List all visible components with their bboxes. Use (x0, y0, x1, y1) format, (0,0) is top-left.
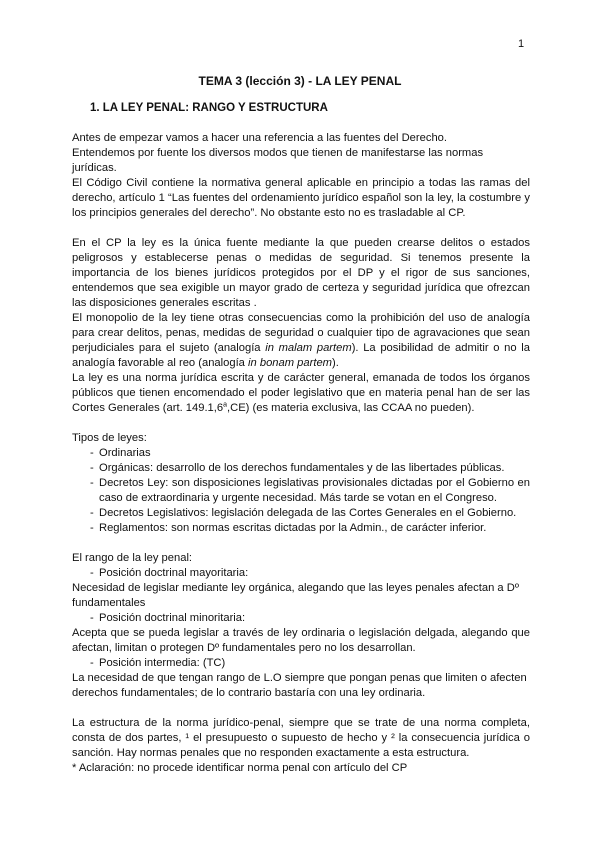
list-item: - Orgánicas: desarrollo de los derechos fundamentales y de las libertades públicas. (72, 461, 530, 476)
paragraph-intro-3: El Código Civil contiene la normativa general aplicable en principio a todas las ramas del derecho, artículo 1 “Las fuentes del ordenamiento jurídico español son la ley, la costumbre y los principios generales del derecho”. No obstante esto no es trasladable al CP. (72, 177, 530, 219)
italic-in-bonam-partem: in bonam partem (248, 357, 332, 369)
list-item: - Decretos Legislativos: legislación delegada de las Cortes Generales en el Gobierno. (72, 506, 530, 521)
section-heading: 1. LA LEY PENAL: RANGO Y ESTRUCTURA (90, 102, 328, 114)
italic-in-malam-partem: in malam partem (265, 342, 352, 354)
document-title: TEMA 3 (lección 3) - LA LEY PENAL (198, 74, 402, 88)
paragraph-estructura: La estructura de la norma jurídico-penal, siempre que se trate de una norma completa, consta de dos partes, ¹ el presupuesto o supuesto de hecho y ² la consecuencia jurídica o sanción. Hay normas penales que no responden exactamente a esta estructura. (72, 717, 530, 759)
rango-text-minoritaria: Acepta que se pueda legislar a través de ley ordinaria o legislación delgada, alegando que afectan, limitan o protegen Dº fundamentales pero no los desarrollan. (72, 627, 530, 654)
list-item: - Ordinarias (72, 446, 530, 461)
paragraph-ley-norma: La ley es una norma jurídica escrita y de carácter general, emanada de todos los órganos públicos que tienen encomendado el poder legislativo que en materia penal han de ser las Cortes Generales (art. 149.1,6$^a$,CE) (es materia exclusiva, las CCAA no pueden). (72, 372, 530, 414)
tipos-heading: Tipos de leyes: (72, 432, 147, 444)
rango-heading: El rango de la ley penal: (72, 552, 193, 564)
rango-label-intermedia: - Posición intermedia: (TC) (72, 656, 530, 671)
paragraph-ley-fuente: En el CP la ley es la única fuente mediante la que pueden crearse delitos o estados peligrosos y establecerse penas o medidas de seguridad. Si tenemos presente la importancia de los bienes jurídicos protegidos por el DP y el rigor de sus sanciones, entendemos que sea exigible un mayor grado de certeza y seguridad jurídica que ofrezcan las disposiciones generales escritas . (72, 237, 530, 309)
tipos-list (72, 446, 530, 536)
paragraph-intro-2: Entendemos por fuente los diversos modos que tienen de manifestarse las normas jurídicas. (72, 147, 484, 174)
note-aclaracion: * Aclaración: no procede identificar norma penal con artículo del CP (72, 762, 408, 774)
rango-text-intermedia: La necesidad de que tengan rango de L.O siempre que pongan penas que limiten o afecten derechos fundamentales; de lo contrario bastaría con una ley ordinaria. (72, 672, 527, 699)
paragraph-monopolio: El monopolio de la ley tiene otras consecuencias como la prohibición del uso de analogía para crear delitos, penas, medidas de seguridad o cualquier tipo de agravaciones que sean perjudiciales para el sujeto (analogía in malam partem). La posibilidad de admitir o no la analogía favorable al reo (analogía in bonam partem). (72, 312, 530, 369)
paragraph-intro-1: Antes de empezar vamos a hacer una referencia a las fuentes del Derecho. (72, 132, 447, 144)
rango-text-mayoritaria: Necesidad de legislar mediante ley orgánica, alegando que las leyes penales afectan a Dº fundamentales (72, 582, 519, 609)
document-body (72, 131, 530, 776)
list-item: - Decretos Ley: son disposiciones legislativas provisionales dictadas por el Gobierno en caso de extraordinaria y urgente necesidad. Más tarde se votan en el Congreso. (72, 476, 530, 506)
list-item: - Reglamentos: son normas escritas dictadas por la Admin., de carácter inferior. (72, 521, 530, 536)
rango-label-minoritaria: - Posición doctrinal minoritaria: (72, 611, 530, 626)
page-number: 1 (518, 38, 525, 50)
rango-label-mayoritaria: - Posición doctrinal mayoritaria: (72, 566, 530, 581)
